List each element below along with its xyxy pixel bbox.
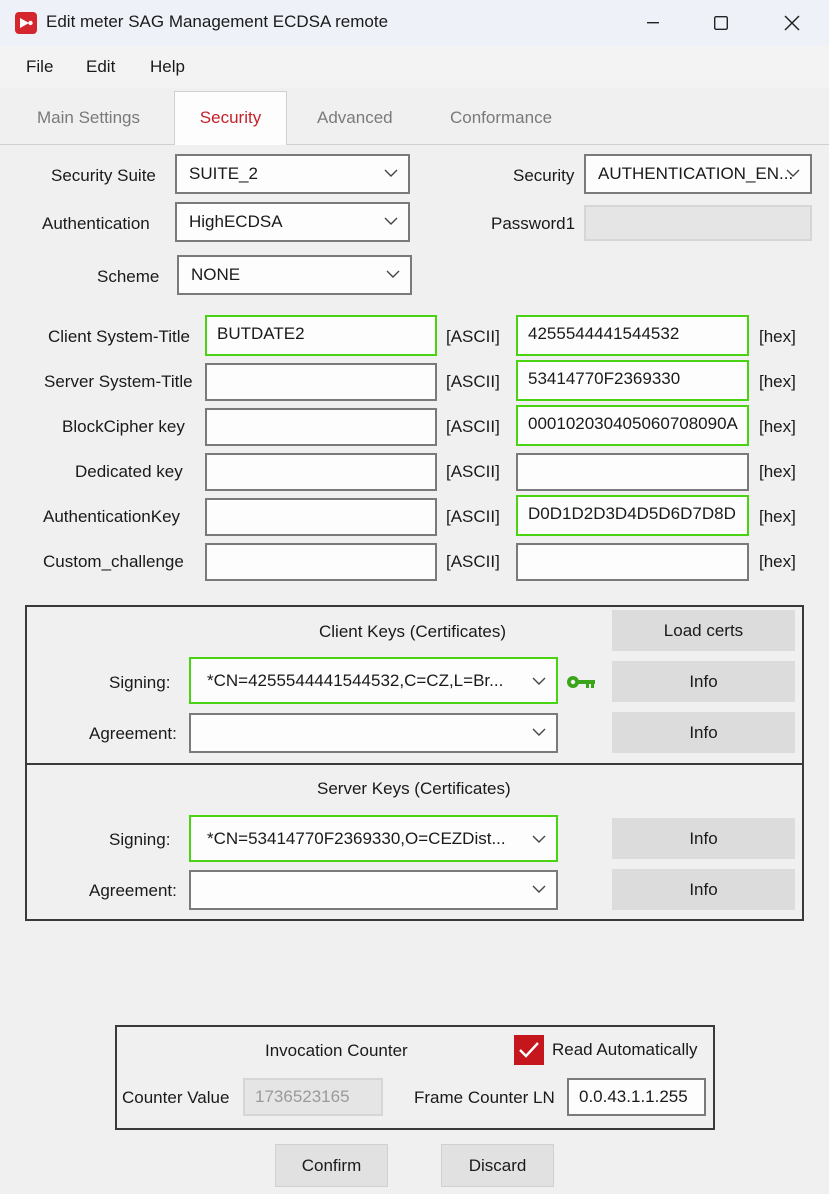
ascii-suffix: [ASCII]: [446, 372, 500, 391]
security-suite-label: Security Suite: [51, 166, 156, 185]
authentication-key-label: AuthenticationKey: [43, 507, 181, 526]
counter-value-field[interactable]: 1736523165: [243, 1078, 383, 1116]
client-keys-title: Client Keys (Certificates): [319, 622, 507, 641]
invocation-counter-title: Invocation Counter: [265, 1041, 408, 1060]
security-value: AUTHENTICATION_EN...: [598, 164, 794, 183]
custom-challenge-label: Custom_challenge: [43, 552, 184, 571]
menu-edit[interactable]: Edit: [86, 57, 116, 76]
hex-suffix: [hex]: [759, 417, 796, 436]
chevron-down-icon: [532, 834, 546, 844]
load-certs-button[interactable]: Load certs: [612, 610, 795, 651]
authentication-key-hex-input[interactable]: D0D1D2D3D4D5D6D7D8D: [516, 495, 749, 536]
server-signing-label: Signing:: [109, 830, 171, 849]
client-agreement-select[interactable]: [189, 713, 558, 753]
client-signing-info-button[interactable]: Info: [612, 661, 795, 702]
tab-security[interactable]: [174, 91, 287, 145]
minimize-icon: [647, 22, 659, 24]
ascii-suffix: [ASCII]: [446, 462, 500, 481]
server-signing-value: *CN=53414770F2369330,O=CEZDist...: [207, 829, 506, 848]
client-signing-label: Signing:: [109, 673, 171, 692]
menu-file[interactable]: File: [26, 57, 54, 76]
confirm-button[interactable]: Confirm: [275, 1144, 388, 1187]
client-agreement-info-button[interactable]: Info: [612, 712, 795, 753]
password1-label: Password1: [491, 214, 576, 233]
scheme-select[interactable]: [177, 255, 412, 295]
client-system-title-ascii-input[interactable]: BUTDATE2: [205, 315, 437, 356]
hex-suffix: [hex]: [759, 372, 796, 391]
ascii-suffix: [ASCII]: [446, 552, 500, 571]
chevron-down-icon: [532, 676, 546, 686]
server-keys-title: Server Keys (Certificates): [317, 779, 511, 798]
dedicated-key-ascii-input[interactable]: [205, 453, 437, 491]
chevron-down-icon: [384, 168, 398, 178]
menu-help[interactable]: Help: [150, 57, 185, 76]
authentication-value: HighECDSA: [189, 212, 283, 231]
checkmark-icon: [518, 1041, 540, 1059]
server-agreement-label: Agreement:: [89, 881, 177, 900]
authentication-select[interactable]: [175, 202, 410, 242]
authentication-key-ascii-input[interactable]: [205, 498, 437, 536]
client-signing-select[interactable]: [189, 657, 558, 704]
server-system-title-ascii-input[interactable]: [205, 363, 437, 401]
client-system-title-label: Client System-Title: [48, 327, 191, 346]
security-suite-value: SUITE_2: [189, 164, 258, 183]
maximize-button[interactable]: [691, 0, 751, 46]
server-system-title-label: Server System-Title: [44, 372, 193, 391]
server-agreement-info-button[interactable]: Info: [612, 869, 795, 910]
blockcipher-key-ascii-input[interactable]: [205, 408, 437, 446]
server-agreement-select[interactable]: [189, 870, 558, 910]
hex-suffix: [hex]: [759, 552, 796, 571]
chevron-down-icon: [786, 168, 800, 178]
key-icon: [566, 674, 596, 690]
client-signing-value: *CN=4255544441544532,C=CZ,L=Br...: [207, 671, 504, 690]
tab-main-settings[interactable]: Main Settings: [37, 108, 140, 127]
custom-challenge-hex-input[interactable]: [516, 543, 749, 581]
hex-suffix: [hex]: [759, 507, 796, 526]
counter-value-label: Counter Value: [122, 1088, 230, 1107]
blockcipher-key-hex-input[interactable]: 000102030405060708090A: [516, 405, 749, 446]
custom-challenge-ascii-input[interactable]: [205, 543, 437, 581]
app-logo-icon: [15, 12, 37, 34]
server-signing-info-button[interactable]: Info: [612, 818, 795, 859]
minimize-button[interactable]: [623, 0, 683, 46]
hex-suffix: [hex]: [759, 327, 796, 346]
scheme-label: Scheme: [97, 267, 160, 286]
chevron-down-icon: [386, 269, 400, 279]
scheme-value: NONE: [191, 265, 241, 284]
ascii-suffix: [ASCII]: [446, 507, 500, 526]
server-signing-select[interactable]: [189, 815, 558, 862]
read-automatically-checkbox[interactable]: [514, 1035, 544, 1065]
security-label: Security: [513, 166, 575, 185]
chevron-down-icon: [532, 884, 546, 894]
ascii-suffix: [ASCII]: [446, 327, 500, 346]
tab-security-label: Security: [199, 108, 262, 127]
frame-counter-ln-label: Frame Counter LN: [414, 1088, 555, 1107]
blockcipher-key-label: BlockCipher key: [62, 417, 185, 436]
security-select[interactable]: [584, 154, 812, 194]
password1-field[interactable]: [584, 205, 812, 241]
client-agreement-label: Agreement:: [89, 724, 177, 743]
client-system-title-hex-input[interactable]: 4255544441544532: [516, 315, 749, 356]
discard-button[interactable]: Discard: [441, 1144, 554, 1187]
menu-bar: [0, 46, 829, 88]
tab-strip-divider: [0, 144, 829, 145]
tab-conformance[interactable]: Conformance: [450, 108, 553, 127]
server-system-title-hex-input[interactable]: 53414770F2369330: [516, 360, 749, 401]
close-button[interactable]: [762, 0, 822, 46]
close-icon: [784, 15, 800, 31]
tab-advanced[interactable]: Advanced: [317, 108, 393, 127]
ascii-suffix: [ASCII]: [446, 417, 500, 436]
security-suite-select[interactable]: [175, 154, 410, 194]
frame-counter-ln-input[interactable]: 0.0.43.1.1.255: [567, 1078, 706, 1116]
dedicated-key-label: Dedicated key: [75, 462, 183, 481]
chevron-down-icon: [384, 216, 398, 226]
dedicated-key-hex-input[interactable]: [516, 453, 749, 491]
chevron-down-icon: [532, 727, 546, 737]
read-automatically-label: Read Automatically: [552, 1040, 698, 1059]
maximize-icon: [714, 16, 728, 30]
authentication-label: Authentication: [42, 214, 150, 233]
window-title: Edit meter SAG Management ECDSA remote: [46, 12, 389, 31]
hex-suffix: [hex]: [759, 462, 796, 481]
